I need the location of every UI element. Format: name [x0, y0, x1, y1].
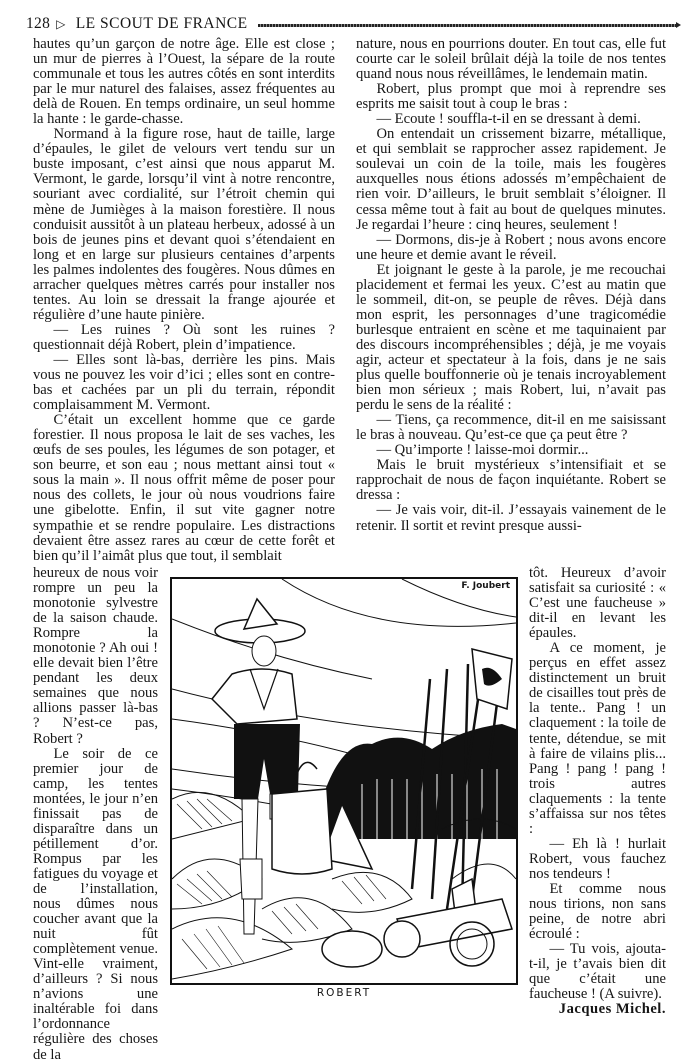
paragraph: Et joignant le geste à la parole, je me recouchai placidement et fermai les yeux. C’est au matin que le sommeil, dit-on, se peuple de rêves. Déjà dans mon esprit, les personnages d’une tragicomédie burlesque entraient en scène et me taquinaient par des discours incompréhensibles ; déjà, je me voyais agir, acteur et spectateur à la fois, dans je ne sais plus quelle bouffonnerie où je tenais incroyablement bien mon sérieux ; mais Robert, lui, n’avait pas perdu le sens de la réalité :	[356, 261, 666, 414]
paragraph: Normand à la figure rose, haut de taille, large d’épaules, le gilet de velours vert tendu sur un buste imposant, c’est ainsi que nous apparut M. Vermont, le garde, lorsqu’il vint à notre rencontre, souriant avec cordialité, sur l’étroit chemin qui mène de Jumièges à la maison forestière. Il nous conduisit aussitôt à un plateau herbeux, adossé à un bois de jeunes pins et devant quoi s’étendaient en long et en large sur plusieurs centaines d’arpents les palmes indolentes des fougères. Nous dûmes en arracher quelques mètres carrés pour installer nos tentes. Au loin se dressait la frange ajourée et régulière d’une haute pinière.	[33, 126, 335, 323]
triangle-arrow-icon: ▷	[56, 16, 66, 31]
paragraph: — Ecoute ! souffla-t-il en se dressant à demi.	[376, 111, 641, 128]
left-column-top	[33, 37, 335, 564]
paragraph: hautes qu’un garçon de notre âge. Elle est close ; un mur de pierres à l’Ouest, la sépare de la route communale et tous les autres côtés en sont interdits par le mur naturel des falaises, assez fréquentes au delà de Rouen. En temps ordinaire, un seul homme la hante : le garde-chasse.	[33, 36, 335, 128]
left-column-bottom	[33, 566, 158, 1063]
paragraph: A ce moment, je perçus en effet assez distinctement un bruit de cisailles tout près de la tente.. Pang ! un claquement : la toile de tente, détendue, se mit à faire de vilains plis... Pang ! pang ! pang ! trois autres claquements : la tente s’affaissa sur nos têtes :	[529, 640, 666, 837]
paragraph: — Eh là ! hurlait Robert, vous fauchez nos tendeurs !	[529, 835, 666, 882]
page-header	[26, 14, 681, 34]
paragraph: heureux de nous voir rompre un peu la monotonie sylvestre de la saison chaude. Rompre la monotonie ? Ah oui ! elle devait bien l’être pendant les deux semaines que nous allions passer là-bas ? N’est-ce pas, Robert ?	[33, 565, 158, 747]
paragraph: — Tu vois, ajouta-t-il, je t’avais bien dit que c’était une faucheuse ! (A suivre).	[529, 941, 666, 1003]
paragraph: — Qu’importe ! laisse-moi dormir...	[376, 442, 589, 459]
paragraph: tôt. Heureux d’avoir satisfait sa curiosité : « C’est une faucheuse » dit-il en levant les épaules.	[529, 565, 666, 642]
paragraph: nature, nous en pourrions douter. En tout cas, elle fut courte car le soleil brûlait déjà la toile de nos tentes quand nous nous réveillâmes, le lendemain matin.	[356, 36, 666, 83]
illustration-robert	[170, 577, 518, 985]
paragraph: — Les ruines ? Où sont les ruines ? questionnait déjà Robert, plein d’impatience.	[33, 321, 335, 353]
publication-title: LE SCOUT DE FRANCE	[75, 15, 248, 32]
paragraph: — Tiens, ça recommence, dit-il en me saisissant le bras à nouveau. Qu’est-ce que ça peut être ?	[356, 412, 666, 444]
right-column-top	[356, 37, 666, 534]
illustration-caption: ROBERT	[316, 987, 372, 999]
paragraph: C’était un excellent homme que ce garde forestier. Il nous proposa le lait de ses vaches, les œufs de ses poules, les légumes de son potager, et son beurre, et son eau ; nous mettant ainsi tout « sous la main ». Il nous offrit même de poser pour nous des collets, le jour où nous voudrions faire une gibelotte. Enfin, il sut vite gagner notre sympathie et se rendre populaire. Les distractions devaient être assez rares au cœur de cette forêt et bien qu’il l’aimât plus que tout, il semblait	[33, 412, 335, 564]
paragraph: — Je vais voir, dit-il. J’essayais vainement de le retenir. Il sortit et revint presque aussi-	[356, 502, 666, 534]
author-signature: Jacques Michel.	[558, 1001, 666, 1018]
paragraph: Le soir de ce premier jour de camp, les tentes montées, le jour n’en finissait pas de disparaître dans un pétillement d’or. Rompus par les fatigues du voyage et de l’installation, nous dûmes nous coucher avant que la nuit fût complètement venue. Vint-elle vraiment, d’ailleurs ? Si nous n’avions une inaltérable foi dans l’ordonnance régulière des choses de la	[33, 745, 158, 1063]
paragraph: Mais le bruit mystérieux s’intensifiait et se rapprochait de nous de façon inquiétante. Robert se dressa :	[356, 457, 666, 504]
paragraph: Robert, plus prompt que moi à reprendre ses esprits me saisit tout à coup le bras :	[356, 81, 666, 113]
paragraph: On entendait un crissement bizarre, métallique, et qui semblait se rapprocher assez rapidement. Je soulevai un coin de la toile, mais les fougères auxquelles nous étions adossés m’empêchaient de rien voir. D’ailleurs, le bruit semblait s’éloigner. Il cessa même tout à fait au bout de quelques minutes. Je regardai l’heure : cinq heures, seulement !	[356, 126, 666, 233]
artist-signature: F. Joubert	[461, 581, 510, 591]
scout-illustration-icon	[172, 579, 516, 983]
paragraph: — Dormons, dis-je à Robert ; nous avons encore une heure et demie avant le réveil.	[356, 231, 666, 263]
paragraph: Et comme nous nous tirions, non sans peine, de notre abri écroulé :	[529, 880, 666, 943]
header-rule	[258, 24, 676, 27]
paragraph: — Elles sont là-bas, derrière les pins. Mais vous ne pouvez les voir d’ici ; elles sont en contre-bas et cachées par un pli du terrain, répondit complaisamment M. Vermont.	[33, 351, 335, 414]
page-number: 128	[26, 15, 51, 32]
header-rule-end-icon	[676, 22, 681, 28]
right-column-bottom	[529, 566, 666, 1017]
